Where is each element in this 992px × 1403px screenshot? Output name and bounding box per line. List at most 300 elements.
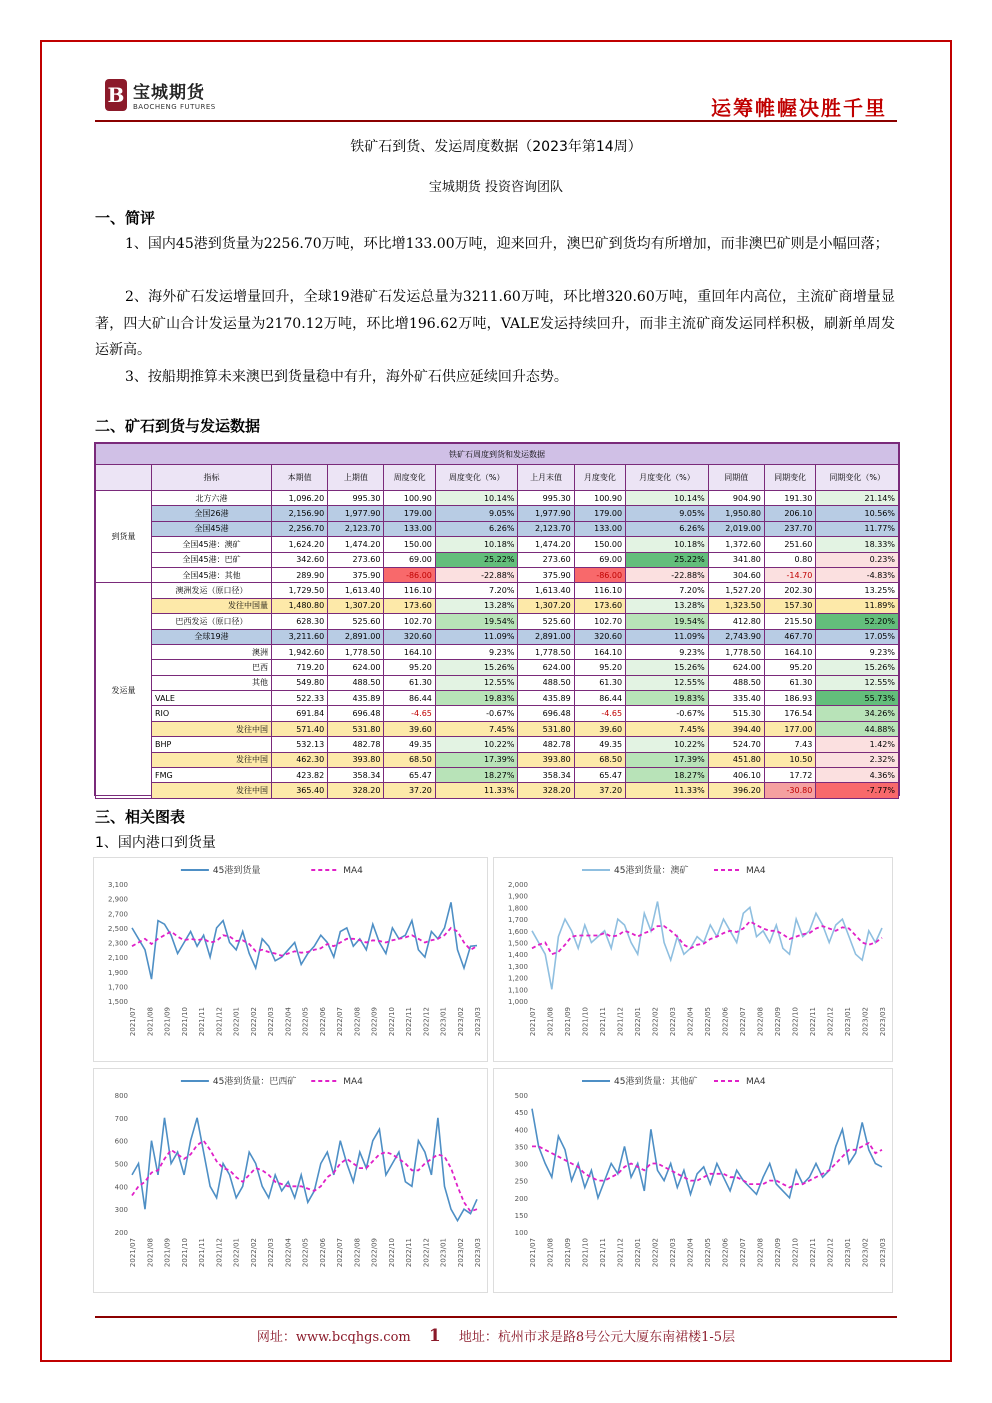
y-tick-label: 250 xyxy=(514,1177,528,1186)
table-cell: 1,778.50 xyxy=(518,644,574,659)
x-tick-label: 2022/11 xyxy=(809,1007,817,1037)
table-cell: 624.00 xyxy=(518,660,574,675)
logo-icon: B xyxy=(105,79,127,111)
table-cell: 2,156.90 xyxy=(272,506,328,521)
table-cell: 435.89 xyxy=(518,691,574,706)
table-cell: 2.32% xyxy=(816,752,899,767)
table-row xyxy=(96,491,899,506)
table-row xyxy=(96,783,899,798)
table-cell: 18.27% xyxy=(626,768,709,783)
table-cell: 116.10 xyxy=(574,583,625,598)
header-group-cell xyxy=(96,465,152,491)
table-cell: -4.65 xyxy=(384,706,435,721)
table-cell: 9.05% xyxy=(435,506,518,521)
x-tick-label: 2022/03 xyxy=(669,1238,677,1268)
table-cell: 0.23% xyxy=(816,552,899,567)
table-cell: 65.47 xyxy=(384,768,435,783)
table-cell: 1,624.20 xyxy=(272,537,328,552)
table-row xyxy=(96,598,899,613)
row-label: 巴西发运（原口径） xyxy=(152,614,272,629)
table-cell: 7.20% xyxy=(626,583,709,598)
table-cell: 7.43 xyxy=(764,737,815,752)
y-tick-label: 800 xyxy=(114,1092,128,1100)
x-tick-label: 2022/06 xyxy=(318,1007,327,1037)
table-cell: 69.00 xyxy=(384,552,435,567)
table-row xyxy=(96,768,899,783)
table-cell: 11.33% xyxy=(626,783,709,798)
table-row xyxy=(96,537,899,552)
table-cell: 10.56% xyxy=(816,506,899,521)
table-cell: 100.90 xyxy=(574,491,625,506)
x-tick-label: 2022/10 xyxy=(387,1238,396,1268)
summary-para-1: 1、国内45港到货量为2256.70万吨，环比增133.00万吨，迎来回升，澳巴矿到货均有所增加，而非澳巴矿则是小幅回落； xyxy=(125,236,889,252)
series-line-value xyxy=(532,902,882,990)
x-tick-label: 2022/03 xyxy=(267,1007,275,1037)
table-cell: 17.39% xyxy=(626,752,709,767)
x-tick-label: 2023/02 xyxy=(861,1007,870,1037)
y-tick-label: 3,100 xyxy=(107,881,128,889)
table-cell: 173.60 xyxy=(574,598,625,613)
x-tick-label: 2022/12 xyxy=(826,1007,835,1037)
column-header: 上期值 xyxy=(328,465,384,491)
y-tick-label: 600 xyxy=(114,1137,128,1146)
row-label: VALE xyxy=(152,691,272,706)
x-tick-label: 2021/10 xyxy=(180,1007,189,1037)
y-tick-label: 2,000 xyxy=(507,881,528,889)
column-header: 同期变化（%） xyxy=(816,465,899,491)
table-cell: 423.82 xyxy=(272,768,328,783)
x-tick-label: 2022/08 xyxy=(756,1238,765,1268)
x-tick-label: 2021/07 xyxy=(129,1238,137,1268)
y-tick-label: 300 xyxy=(514,1160,528,1169)
table-cell: 10.18% xyxy=(626,537,709,552)
table-cell: 15.26% xyxy=(816,660,899,675)
author-team: 宝城期货 投资咨询团队 xyxy=(428,180,564,195)
table-cell: 12.55% xyxy=(816,675,899,690)
table-cell: 2,256.70 xyxy=(272,521,328,536)
y-tick-label: 1,400 xyxy=(507,951,528,960)
series-line-value xyxy=(132,902,477,979)
x-tick-label: 2023/03 xyxy=(879,1007,887,1037)
table-cell: 19.83% xyxy=(626,691,709,706)
y-tick-label: 300 xyxy=(114,1206,128,1215)
table-cell: 525.60 xyxy=(518,614,574,629)
table-cell: 25.22% xyxy=(626,552,709,567)
footer xyxy=(0,1326,992,1346)
table-cell: 7.45% xyxy=(626,721,709,736)
table-header-row xyxy=(96,465,899,491)
table-cell: 9.05% xyxy=(626,506,709,521)
footer-divider xyxy=(95,1316,897,1318)
x-tick-label: 2022/12 xyxy=(422,1238,431,1268)
table-cell: -22.88% xyxy=(435,567,518,582)
slogan: 运筹帷幄决胜千里 xyxy=(711,96,887,120)
table-cell: 532.13 xyxy=(272,737,328,752)
table-cell: 95.20 xyxy=(764,660,815,675)
table-cell: 525.60 xyxy=(328,614,384,629)
x-tick-label: 2021/10 xyxy=(581,1007,590,1037)
table-cell: 995.30 xyxy=(328,491,384,506)
table-cell: 179.00 xyxy=(574,506,625,521)
x-tick-label: 2022/08 xyxy=(756,1007,765,1037)
column-header: 月度变化 xyxy=(574,465,625,491)
x-tick-label: 2022/11 xyxy=(405,1007,413,1037)
column-header: 上月末值 xyxy=(518,465,574,491)
x-tick-label: 2021/07 xyxy=(529,1238,537,1268)
x-tick-label: 2021/08 xyxy=(146,1238,155,1268)
table-cell: 328.20 xyxy=(518,783,574,798)
table-cell: 393.80 xyxy=(518,752,574,767)
table-cell: 15.26% xyxy=(435,660,518,675)
table-cell: 273.60 xyxy=(518,552,574,567)
x-tick-label: 2023/02 xyxy=(861,1238,870,1268)
x-tick-label: 2022/11 xyxy=(405,1238,413,1268)
row-group-label: 发运量 xyxy=(96,583,152,798)
table-cell: 102.70 xyxy=(574,614,625,629)
logo-en-text: BAOCHENG FUTURES xyxy=(133,103,216,111)
table-cell: -86.00 xyxy=(384,567,435,582)
x-tick-label: 2022/05 xyxy=(704,1007,712,1037)
table-cell: 2,123.70 xyxy=(328,521,384,536)
table-cell: 7.45% xyxy=(435,721,518,736)
table-cell: 522.33 xyxy=(272,691,328,706)
table-cell: 215.50 xyxy=(764,614,815,629)
x-tick-label: 2022/01 xyxy=(634,1238,642,1268)
column-header: 月度变化（%） xyxy=(626,465,709,491)
table-cell: 524.70 xyxy=(708,737,764,752)
chart-other-arrival xyxy=(493,1068,893,1293)
table-cell: 37.20 xyxy=(384,783,435,798)
table-cell: 1,950.80 xyxy=(708,506,764,521)
row-label: 其他 xyxy=(152,675,272,690)
x-tick-label: 2022/08 xyxy=(353,1238,362,1268)
x-tick-label: 2022/07 xyxy=(739,1007,747,1037)
table-cell: 11.09% xyxy=(626,629,709,644)
table-cell: 1,372.60 xyxy=(708,537,764,552)
x-tick-label: 2022/07 xyxy=(739,1238,747,1268)
table-row xyxy=(96,644,899,659)
table-cell: 61.30 xyxy=(764,675,815,690)
legend-label: MA4 xyxy=(343,866,363,876)
x-tick-label: 2023/03 xyxy=(474,1238,482,1268)
y-tick-label: 1,900 xyxy=(507,892,528,901)
row-label: 发往中国 xyxy=(152,783,272,798)
logo xyxy=(105,78,216,111)
table-cell: 342.60 xyxy=(272,552,328,567)
table-cell: 10.50 xyxy=(764,752,815,767)
table-cell: 13.28% xyxy=(626,598,709,613)
row-label: 澳洲 xyxy=(152,644,272,659)
x-tick-label: 2022/03 xyxy=(267,1238,275,1268)
table-cell: 1,942.60 xyxy=(272,644,328,659)
x-tick-label: 2021/12 xyxy=(616,1007,625,1037)
table-cell: 1,778.50 xyxy=(708,644,764,659)
column-header: 指标 xyxy=(152,465,272,491)
table-cell: 691.84 xyxy=(272,706,328,721)
table-cell: 10.22% xyxy=(626,737,709,752)
legend-label: 45港到货量：澳矿 xyxy=(614,866,689,876)
x-tick-label: 2022/06 xyxy=(318,1238,327,1268)
table-cell: 341.80 xyxy=(708,552,764,567)
x-tick-label: 2022/12 xyxy=(422,1007,431,1037)
table-cell: 0.80 xyxy=(764,552,815,567)
x-tick-label: 2022/01 xyxy=(232,1238,241,1268)
x-tick-label: 2022/04 xyxy=(284,1238,293,1268)
table-cell: 52.20% xyxy=(816,614,899,629)
x-tick-label: 2021/07 xyxy=(529,1007,537,1037)
table-cell: 624.00 xyxy=(328,660,384,675)
table-cell: 358.34 xyxy=(518,768,574,783)
table-cell: 289.90 xyxy=(272,567,328,582)
table-cell: 251.60 xyxy=(764,537,815,552)
table-cell: 1,307.20 xyxy=(518,598,574,613)
table-cell: 44.88% xyxy=(816,721,899,736)
y-tick-label: 400 xyxy=(114,1183,128,1192)
x-tick-label: 2021/12 xyxy=(215,1238,224,1268)
x-tick-label: 2022/07 xyxy=(336,1007,344,1037)
table-cell: 186.93 xyxy=(764,691,815,706)
summary-para-3: 3、按船期推算未来澳巴到货量稳中有升，海外矿石供应延续回升态势。 xyxy=(125,369,568,385)
table-cell: 273.60 xyxy=(328,552,384,567)
table-cell: 116.10 xyxy=(384,583,435,598)
table-cell: 696.48 xyxy=(328,706,384,721)
x-tick-label: 2023/01 xyxy=(439,1238,448,1268)
y-tick-label: 350 xyxy=(514,1143,528,1152)
table-cell: 396.20 xyxy=(708,783,764,798)
x-tick-label: 2022/02 xyxy=(651,1238,660,1268)
x-tick-label: 2022/12 xyxy=(826,1238,835,1268)
table-row xyxy=(96,567,899,582)
table-cell: 435.89 xyxy=(328,691,384,706)
table-row xyxy=(96,721,899,736)
table-cell: 21.14% xyxy=(816,491,899,506)
y-tick-label: 2,300 xyxy=(107,939,128,948)
table-cell: 69.00 xyxy=(574,552,625,567)
x-tick-label: 2022/01 xyxy=(634,1007,642,1037)
table-cell: 320.60 xyxy=(384,629,435,644)
table-row xyxy=(96,675,899,690)
table-cell: 451.80 xyxy=(708,752,764,767)
table-cell: 2,891.00 xyxy=(328,629,384,644)
summary-para-2: 2、海外矿石发运增量回升，全球19港矿石发运总量为3211.60万吨，环比增320.60万吨，重回年内高位，主流矿商增量显著，四大矿山合计发运量为2170.12万吨，环比增196.62万吨，VALE发运持续回升，而非主流矿商发运同样积极，刷新单周发运新高。 xyxy=(95,289,895,358)
row-label: 澳洲发运（原口径） xyxy=(152,583,272,598)
table-cell: 328.20 xyxy=(328,783,384,798)
row-label: 发往中国 xyxy=(152,721,272,736)
table-cell: 1,474.20 xyxy=(328,537,384,552)
table-cell: 6.26% xyxy=(626,521,709,536)
table-cell: 18.27% xyxy=(435,768,518,783)
x-tick-label: 2021/11 xyxy=(198,1007,206,1037)
table-cell: 1.42% xyxy=(816,737,899,752)
y-tick-label: 700 xyxy=(114,1114,128,1123)
table-cell: 394.40 xyxy=(708,721,764,736)
row-label: 全球19港 xyxy=(152,629,272,644)
row-label: 全国45港：巴矿 xyxy=(152,552,272,567)
table-row xyxy=(96,583,899,598)
table-cell: 1,778.50 xyxy=(328,644,384,659)
y-tick-label: 100 xyxy=(514,1229,528,1237)
row-label: 全国26港 xyxy=(152,506,272,521)
logo-cn-text: 宝城期货 xyxy=(133,83,205,103)
x-tick-label: 2023/03 xyxy=(474,1007,482,1037)
x-tick-label: 2023/02 xyxy=(456,1238,465,1268)
table-cell: 393.80 xyxy=(328,752,384,767)
section-summary-heading: 一、简评 xyxy=(95,209,156,227)
row-label: 巴西 xyxy=(152,660,272,675)
column-header: 同期变化 xyxy=(764,465,815,491)
table-row xyxy=(96,521,899,536)
x-tick-label: 2023/01 xyxy=(844,1238,852,1268)
table-cell: 13.28% xyxy=(435,598,518,613)
x-tick-label: 2022/02 xyxy=(249,1238,258,1268)
table-row xyxy=(96,691,899,706)
x-tick-label: 2023/03 xyxy=(879,1238,887,1268)
table-cell: 191.30 xyxy=(764,491,815,506)
x-tick-label: 2022/05 xyxy=(704,1238,712,1268)
table-cell: 624.00 xyxy=(708,660,764,675)
page-number: 1 xyxy=(428,1326,441,1346)
row-label: FMG xyxy=(152,768,272,783)
table-row xyxy=(96,706,899,721)
x-tick-label: 2021/07 xyxy=(129,1007,137,1037)
x-tick-label: 2021/10 xyxy=(581,1238,590,1268)
table-row xyxy=(96,752,899,767)
legend-label: MA4 xyxy=(746,1077,766,1087)
y-tick-label: 1,100 xyxy=(507,986,528,995)
y-tick-label: 400 xyxy=(514,1126,528,1135)
table-cell: 176.54 xyxy=(764,706,815,721)
table-cell: 61.30 xyxy=(574,675,625,690)
table-cell: 206.10 xyxy=(764,506,815,521)
table-cell: 1,613.40 xyxy=(328,583,384,598)
table-cell: -22.88% xyxy=(626,567,709,582)
column-header: 本期值 xyxy=(272,465,328,491)
table-cell: 13.25% xyxy=(816,583,899,598)
table-cell: 1,977.90 xyxy=(328,506,384,521)
table-row xyxy=(96,614,899,629)
table-cell: -4.83% xyxy=(816,567,899,582)
table-cell: 11.77% xyxy=(816,521,899,536)
y-tick-label: 2,100 xyxy=(107,954,128,963)
y-tick-label: 1,900 xyxy=(107,968,128,977)
table-cell: 2,891.00 xyxy=(518,629,574,644)
table-cell: 335.40 xyxy=(708,691,764,706)
table-cell: 571.40 xyxy=(272,721,328,736)
y-tick-label: 1,600 xyxy=(507,927,528,936)
x-tick-label: 2021/12 xyxy=(215,1007,224,1037)
x-tick-label: 2022/07 xyxy=(336,1238,344,1268)
x-tick-label: 2021/10 xyxy=(180,1238,189,1268)
table-cell: 1,480.80 xyxy=(272,598,328,613)
y-tick-label: 2,700 xyxy=(107,910,128,919)
table-cell: 696.48 xyxy=(518,706,574,721)
x-tick-label: 2022/06 xyxy=(721,1007,730,1037)
table-cell: 2,743.90 xyxy=(708,629,764,644)
row-label: 北方六港 xyxy=(152,491,272,506)
table-cell: 406.10 xyxy=(708,768,764,783)
table-cell: 37.20 xyxy=(574,783,625,798)
table-cell: 39.60 xyxy=(574,721,625,736)
table-cell: 467.70 xyxy=(764,629,815,644)
table-cell: 462.30 xyxy=(272,752,328,767)
table-row xyxy=(96,552,899,567)
y-tick-label: 200 xyxy=(514,1194,528,1203)
table-cell: 304.60 xyxy=(708,567,764,582)
table-cell: 10.14% xyxy=(435,491,518,506)
table-cell: 19.54% xyxy=(626,614,709,629)
table-cell: 7.20% xyxy=(435,583,518,598)
table-cell: 1,977.90 xyxy=(518,506,574,521)
table-cell: 68.50 xyxy=(384,752,435,767)
legend-label: 45港到货量：其他矿 xyxy=(614,1077,698,1087)
table-cell: 1,527.20 xyxy=(708,583,764,598)
section-data-heading: 二、矿石到货与发运数据 xyxy=(95,417,261,435)
legend-label: MA4 xyxy=(746,866,766,876)
table-cell: 19.83% xyxy=(435,691,518,706)
row-label: 全国45港 xyxy=(152,521,272,536)
x-tick-label: 2022/10 xyxy=(791,1238,800,1268)
table-cell: 17.05% xyxy=(816,629,899,644)
table-cell: 10.14% xyxy=(626,491,709,506)
y-tick-label: 450 xyxy=(514,1109,528,1118)
x-tick-label: 2022/05 xyxy=(301,1007,310,1037)
table-cell: 12.55% xyxy=(626,675,709,690)
table-cell: 412.80 xyxy=(708,614,764,629)
table-cell: 157.30 xyxy=(764,598,815,613)
x-tick-label: 2022/04 xyxy=(686,1238,695,1268)
table-cell: 173.60 xyxy=(384,598,435,613)
x-tick-label: 2021/11 xyxy=(599,1238,607,1268)
y-tick-label: 150 xyxy=(514,1211,528,1220)
table-cell: 1,096.20 xyxy=(272,491,328,506)
x-tick-label: 2023/01 xyxy=(439,1007,448,1037)
row-label: RIO xyxy=(152,706,272,721)
table-cell: 628.30 xyxy=(272,614,328,629)
table-cell: 177.00 xyxy=(764,721,815,736)
x-tick-label: 2021/11 xyxy=(599,1007,607,1037)
y-tick-label: 1,500 xyxy=(107,998,128,1006)
table-cell: 39.60 xyxy=(384,721,435,736)
table-cell: 86.44 xyxy=(574,691,625,706)
chart-45-ports-arrival xyxy=(93,857,488,1062)
table-cell: 164.10 xyxy=(384,644,435,659)
table-cell: 202.30 xyxy=(764,583,815,598)
column-header: 周度变化（%） xyxy=(435,465,518,491)
row-group-label: 到货量 xyxy=(96,491,152,583)
y-tick-label: 1,300 xyxy=(507,962,528,971)
x-tick-label: 2022/09 xyxy=(774,1238,782,1268)
x-tick-label: 2022/10 xyxy=(791,1007,800,1037)
section-charts-heading: 三、相关图表 xyxy=(95,808,186,826)
table-cell: 18.33% xyxy=(816,537,899,552)
x-tick-label: 2022/06 xyxy=(721,1238,730,1268)
table-cell: -30.80 xyxy=(764,783,815,798)
x-tick-label: 2021/08 xyxy=(146,1007,155,1037)
legend-label: 45港到货量：巴西矿 xyxy=(212,1077,297,1087)
header-divider xyxy=(95,120,897,122)
x-tick-label: 2022/02 xyxy=(651,1007,660,1037)
table-cell: 515.30 xyxy=(708,706,764,721)
table-cell: 11.33% xyxy=(435,783,518,798)
table-cell: 1,613.40 xyxy=(518,583,574,598)
table-cell: 237.70 xyxy=(764,521,815,536)
table-cell: 549.80 xyxy=(272,675,328,690)
y-tick-label: 1,200 xyxy=(507,974,528,983)
x-tick-label: 2022/08 xyxy=(353,1007,362,1037)
data-table xyxy=(95,443,899,799)
table-caption: 铁矿石周度到货和发运数据 xyxy=(96,444,899,465)
table-cell: 10.22% xyxy=(435,737,518,752)
